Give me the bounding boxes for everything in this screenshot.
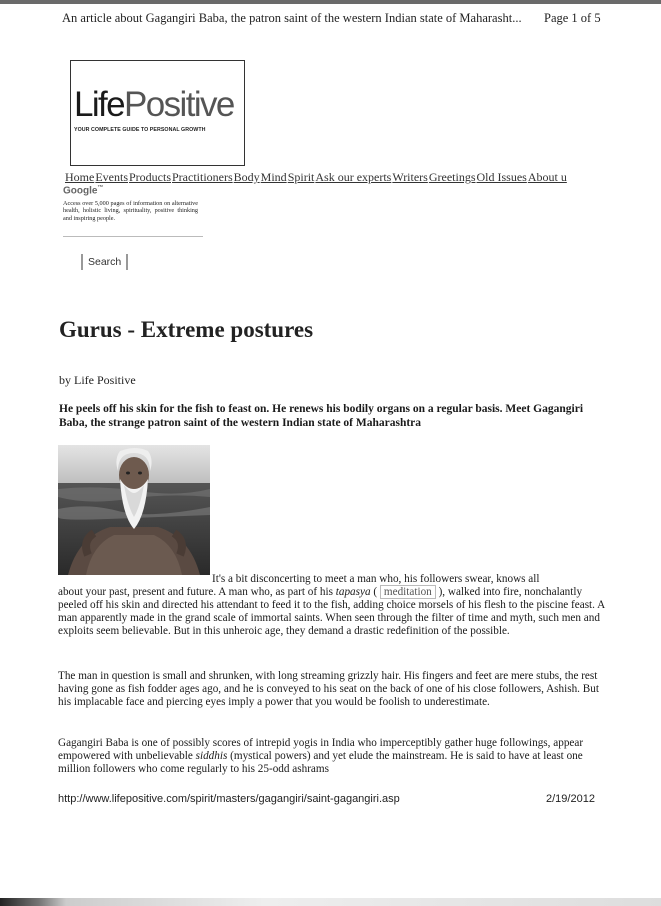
nav-item-mind[interactable]: Mind xyxy=(260,170,287,184)
search-button[interactable]: Search xyxy=(81,254,128,270)
article-lede: He peels off his skin for the fish to feast on. He renews his bodily organs on a regular basis. Meet Gagangiri Baba, the strange patron saint of the western Indian state of Maharashtra xyxy=(59,403,584,429)
article-title: Gurus - Extreme postures xyxy=(59,317,314,342)
page-number: Page 1 of 5 xyxy=(544,11,601,25)
nav-item-home[interactable]: Home xyxy=(65,170,95,184)
article-byline: by Life Positive xyxy=(59,373,136,387)
article-paragraph-2: The man in question is small and shrunken, with long streaming grizzly hair. His fingers and feet are mere stubs, the rest having gone as fish fodder ages ago, and he is conveyed to his seat on the back of one of his close followers, Ashish. But his implacable face and piercing eyes imply a power that you would be foolish to underestimate. xyxy=(58,670,599,708)
print-footer-url: http://www.lifepositive.com/spirit/masters/gagangiri/saint-gagangiri.asp xyxy=(58,793,400,805)
nav-item-greetings[interactable]: Greetings xyxy=(428,170,476,184)
nav-item-old-issues[interactable]: Old Issues xyxy=(476,170,527,184)
print-footer-date: 2/19/2012 xyxy=(546,793,595,805)
nav-item-events[interactable]: Events xyxy=(95,170,128,184)
nav-item-about[interactable]: About u xyxy=(527,170,567,184)
logo-wordmark: LifePositive xyxy=(74,85,234,124)
scan-edge-bottom xyxy=(0,898,661,906)
article-paragraph-3: Gagangiri Baba is one of possibly scores of intrepid yogis in India who imperceptibly gather huge followings, appear empowered with unbelievable siddhis (mystical powers) and yet elude the mainstream. He is said to have at least one million followers who come regularly to his 25-odd ashrams xyxy=(58,737,584,775)
meditation-link[interactable]: meditation xyxy=(380,585,436,599)
nav-item-ask-experts[interactable]: Ask our experts xyxy=(315,170,392,184)
nav-item-practitioners[interactable]: Practitioners xyxy=(172,170,233,184)
print-header xyxy=(62,11,601,26)
logo-tagline: YOUR COMPLETE GUIDE TO PERSONAL GROWTH xyxy=(74,127,206,133)
article-paragraph-1: It's a bit disconcerting to meet a man who, his followers swear, knows all about your past, present and future. A man who, as part of his tapasya ( meditation ), walked into fire, nonchalantly peeled off his skin and directed his attendant to feed it to the fish, adding choice morsels of his flesh to the piscine feast. A man apparently made in the grand scale of immortal saints. When seen through the filter of time and myth, such men and exploits seem believable. But in this unheroic age, they demand a drastic redefinition of the possible. xyxy=(58,573,605,637)
guru-photo xyxy=(58,445,210,575)
nav-item-body[interactable]: Body xyxy=(233,170,260,184)
nav-item-writers[interactable]: Writers xyxy=(392,170,428,184)
document-title: An article about Gagangiri Baba, the patron saint of the western Indian state of Maharasht... xyxy=(62,11,522,25)
nav-item-spirit[interactable]: Spirit xyxy=(287,170,315,184)
main-nav xyxy=(65,170,568,185)
search-description: Access over 5,000 pages of information on alternative health, holistic living, spirituality, positive thinking and inspiring people. xyxy=(63,200,198,222)
google-logo: Google™ xyxy=(63,185,104,197)
nav-item-products[interactable]: Products xyxy=(129,170,171,184)
search-input[interactable] xyxy=(63,236,203,237)
scan-edge-top xyxy=(0,0,661,4)
site-logo[interactable] xyxy=(70,60,245,166)
guru-photo-image xyxy=(58,445,210,575)
